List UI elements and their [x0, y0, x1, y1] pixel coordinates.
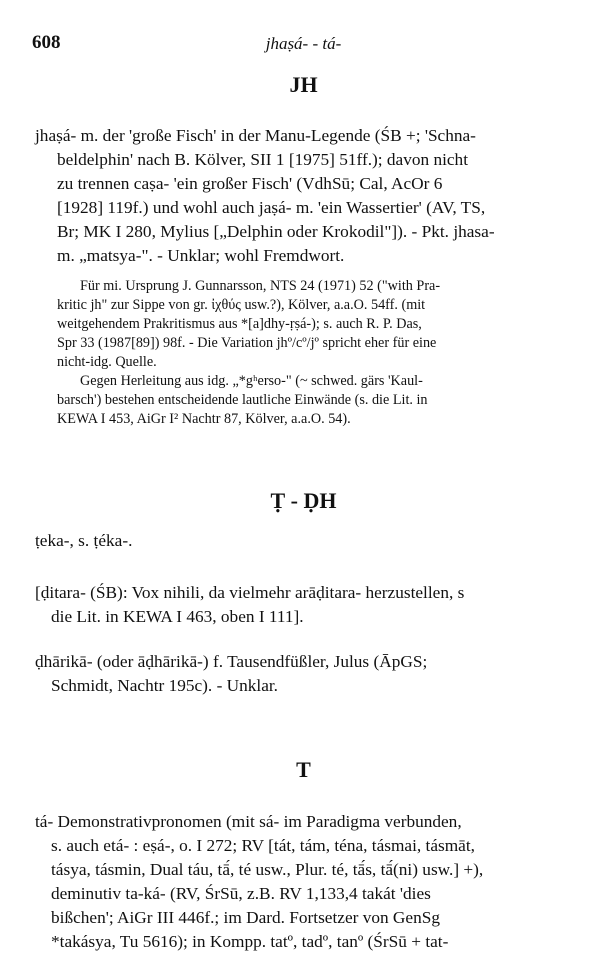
- entry-jhasa-line-6: m. „matsya-". - Unklar; wohl Fremdwort.: [57, 246, 345, 265]
- entry-ditara-line-2: die Lit. in KEWA I 463, oben I 111].: [51, 607, 304, 626]
- note-jhasa-line-3: weitgehendem Prakritismus aus *[a]dhy-ṛṣá-); s. auch R. P. Das,: [57, 316, 422, 332]
- entry-ta-line-4: deminutiv ta-ká- (RV, ŚrSū, z.B. RV 1,133,4 takát 'dies: [51, 884, 431, 903]
- entry-jhasa-line-5: Br; MK I 280, Mylius [„Delphin oder Krokodil"]). - Pkt. jhasa-: [57, 222, 495, 241]
- entry-dharika-line-2: Schmidt, Nachtr 195c). - Unklar.: [51, 676, 279, 695]
- note-jhasa-line-2: kritic jh" zur Sippe von gr. ἰχθύς usw.?), Kölver, a.a.O. 54ff. (mit: [57, 297, 426, 313]
- page-number: 608: [32, 32, 61, 53]
- entry-ditara-line-1: [ḍitara- (ŚB): Vox nihili, da vielmehr arāḍitara- herzustellen, s: [35, 583, 465, 602]
- entry-jhasa-line-3: zu trennen caṣa- 'ein großer Fisch' (VdhSū; Cal, AcOr 6: [57, 174, 443, 193]
- section-heading-th-dh: Ṭ - ḌH: [270, 488, 337, 513]
- entry-dharika-line-1: ḍhārikā- (oder āḍhārikā-) f. Tausendfüßler, Julus (ĀpGS;: [35, 652, 428, 671]
- note-jhasa-line-1: Für mi. Ursprung J. Gunnarsson, NTS 24 (1971) 52 ("with Pra-: [80, 278, 441, 294]
- note-jhasa-line-7: barsch') bestehen entscheidende lautliche Einwände (s. die Lit. in: [57, 392, 428, 408]
- entry-ta-line-5: bißchen'; AiGr III 446f.; im Dard. Fortsetzer von GenSg: [51, 908, 440, 927]
- note-jhasa-line-8: KEWA I 453, AiGr I² Nachtr 87, Kölver, a.a.O. 54).: [57, 411, 351, 427]
- entry-jhasa-line-1: jhaṣá- m. der 'große Fisch' in der Manu-Legende (ŚB +; 'Schna-: [35, 126, 476, 145]
- section-heading-jh: JH: [289, 72, 318, 97]
- entry-ta-line-2: s. auch etá- : eṣá-, o. I 272; RV [tát, tám, téna, tásmai, tásmāt,: [51, 836, 475, 855]
- entry-jhasa-line-2: beldelphin' nach B. Kölver, SII 1 [1975] 51ff.); davon nicht: [57, 150, 469, 169]
- entry-ta-line-1: tá- Demonstrativpronomen (mit sá- im Paradigma verbunden,: [35, 812, 462, 831]
- entry-jhasa-line-4: [1928] 119f.) und wohl auch jaṣá- m. 'ein Wassertier' (AV, TS,: [57, 198, 486, 217]
- note-jhasa-line-5: nicht-idg. Quelle.: [57, 354, 157, 370]
- entry-ta-line-3: tásya, tásmin, Dual táu, tā́, té usw., Plur. té, tā́s, tā́(ni) usw.] +),: [51, 860, 484, 879]
- note-jhasa-line-6: Gegen Herleitung aus idg. „*gʰerso-" (~ schwed. gärs 'Kaul-: [80, 373, 423, 389]
- section-heading-t: T: [296, 757, 311, 782]
- entry-ta-line-6: *takásya, Tu 5616); in Kompp. tatº, tadº, tanº (ŚrSū + tat-: [51, 932, 449, 951]
- note-jhasa-line-4: Spr 33 (1987[89]) 98f. - Die Variation jhº/cº/jº spricht eher für eine: [57, 335, 437, 351]
- running-title: jhaṣá- - tá-: [265, 34, 342, 53]
- entry-teka: ṭeka-, s. ṭéka-.: [35, 531, 133, 550]
